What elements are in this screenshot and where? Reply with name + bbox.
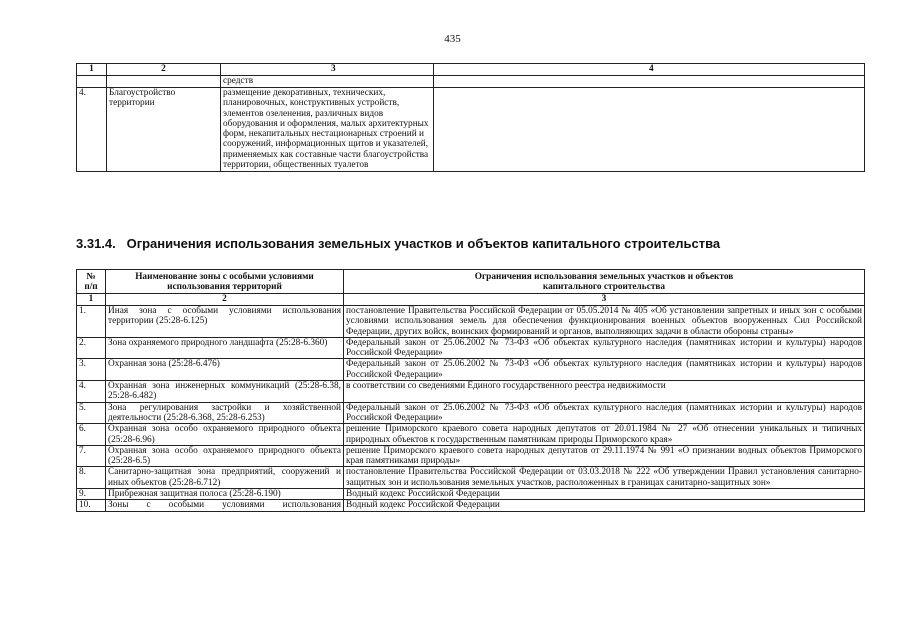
restriction-text: Водный кодекс Российской Федерации: [344, 489, 865, 500]
row-number: 4.: [77, 88, 107, 172]
row-number: 8.: [77, 467, 106, 489]
table-row: [77, 306, 865, 338]
column-number: 1: [77, 64, 107, 76]
row-number: 9.: [77, 489, 106, 500]
column-number: 2: [107, 64, 221, 76]
continued-table: [76, 63, 865, 172]
table-row: [77, 424, 865, 446]
table-row: [77, 402, 865, 424]
use-description: средств: [221, 76, 434, 88]
table-row: [77, 359, 865, 381]
row-number: 5.: [77, 402, 106, 424]
column-number: 3: [344, 294, 865, 306]
use-name: [107, 76, 221, 88]
row-number: 4.: [77, 381, 106, 403]
zone-name: Зона регулирования застройки и хозяйственной деятельности (25:28-6.368, 25:28-6.253): [106, 402, 344, 424]
zone-name: Охранная зона инженерных коммуникаций (25:28-6.38, 25:28-6.482): [106, 381, 344, 403]
row-number: [77, 76, 107, 88]
zone-name: Иная зона с особыми условиями использования территории (25:28-6.125): [106, 306, 344, 338]
column-number: 1: [77, 294, 106, 306]
row-number: 7.: [77, 445, 106, 467]
page-number: 435: [444, 33, 461, 45]
header-zone: Наименование зоны с особыми условиями использования территорий: [106, 270, 344, 294]
table-row: [77, 467, 865, 489]
zone-name: Зоны с особыми условиями использования: [106, 500, 344, 511]
section-heading: 3.31.4. Ограничения использования земельных участков и объектов капитального строительства: [76, 236, 721, 251]
zone-name: Санитарно-защитная зона предприятий, сооружений и иных объектов (25:28-6.712): [106, 467, 344, 489]
header-number: № п/п: [77, 270, 106, 294]
zone-name: Охранная зона особо охраняемого природного объекта (25:28-6.96): [106, 424, 344, 446]
row-number: 3.: [77, 359, 106, 381]
column-number-row: [77, 294, 865, 306]
table-row: [77, 88, 865, 172]
restriction-text: в соответствии со сведениями Единого государственного реестра недвижимости: [344, 381, 865, 403]
restriction-text: решение Приморского краевого совета народных депутатов от 20.01.1984 № 27 «Об отнесении уникальных и типичных природных объектов к государственным памятникам природы Приморского края»: [344, 424, 865, 446]
column-number-row: [77, 64, 865, 76]
column-4-cell: [434, 88, 865, 172]
zone-name: Прибрежная защитная полоса (25:28-6.190): [106, 489, 344, 500]
table-row: [77, 337, 865, 359]
zone-name: Охранная зона (25:28-6.476): [106, 359, 344, 381]
restriction-text: Водный кодекс Российской Федерации: [344, 500, 865, 511]
zone-name: Зона охраняемого природного ландшафта (25:28-6.360): [106, 337, 344, 359]
column-number: 3: [221, 64, 434, 76]
table-row: [77, 500, 865, 511]
restriction-text: решение Приморского краевого совета народных депутатов от 29.11.1974 № 991 «О признании водных объектов Приморского края памятниками природы»: [344, 445, 865, 467]
restriction-text: Федеральный закон от 25.06.2002 № 73-ФЗ «Об объектах культурного наследия (памятниках истории и культуры) народов Российской Федерации»: [344, 337, 865, 359]
restriction-text: постановление Правительства Российской Федерации от 05.05.2014 № 405 «Об установлении запретных и иных зон с особыми условиями использования земель для обеспечения функционирования военных объектов вооруженных Сил Российской Федерации, других войск, воинских формирований и органов, выполняющих задачи в области обороны страны»: [344, 306, 865, 338]
zone-name: Охранная зона особо охраняемого природного объекта (25:28-6.5): [106, 445, 344, 467]
restriction-text: Федеральный закон от 25.06.2002 № 73-ФЗ «Об объектах культурного наследия (памятниках истории и культуры) народов Российской Федерации»: [344, 402, 865, 424]
restrictions-table: [76, 269, 865, 512]
header-row: [77, 270, 865, 294]
row-number: 2.: [77, 337, 106, 359]
row-number: 10.: [77, 500, 106, 511]
column-4-cell: [434, 76, 865, 88]
row-number: 6.: [77, 424, 106, 446]
table-row: [77, 489, 865, 500]
table-row: [77, 381, 865, 403]
row-number: 1.: [77, 306, 106, 338]
use-description: размещение декоративных, технических, планировочных, конструктивных устройств, элементов озеленения, различных видов оборудования и оформления, малых архитектурных форм, некапитальных нестационарных строений и сооружений, информационных щитов и указателей, применяемых как составные части благоустройства территории, общественных туалетов: [221, 88, 434, 172]
restriction-text: постановление Правительства Российской Федерации от 03.03.2018 № 222 «Об утверждении Правил установления санитарно-защитных зон и использования земельных участков, расположенных в границах санитарно-защитных зон»: [344, 467, 865, 489]
header-restriction: Ограничения использования земельных участков и объектов капитального строительства: [344, 270, 865, 294]
column-number: 4: [434, 64, 865, 76]
column-number: 2: [106, 294, 344, 306]
table-row: [77, 445, 865, 467]
use-name: Благоустройство территории: [107, 88, 221, 172]
restriction-text: Федеральный закон от 25.06.2002 № 73-ФЗ «Об объектах культурного наследия (памятниках истории и культуры) народов Российской Федерации»: [344, 359, 865, 381]
table-row: [77, 76, 865, 88]
